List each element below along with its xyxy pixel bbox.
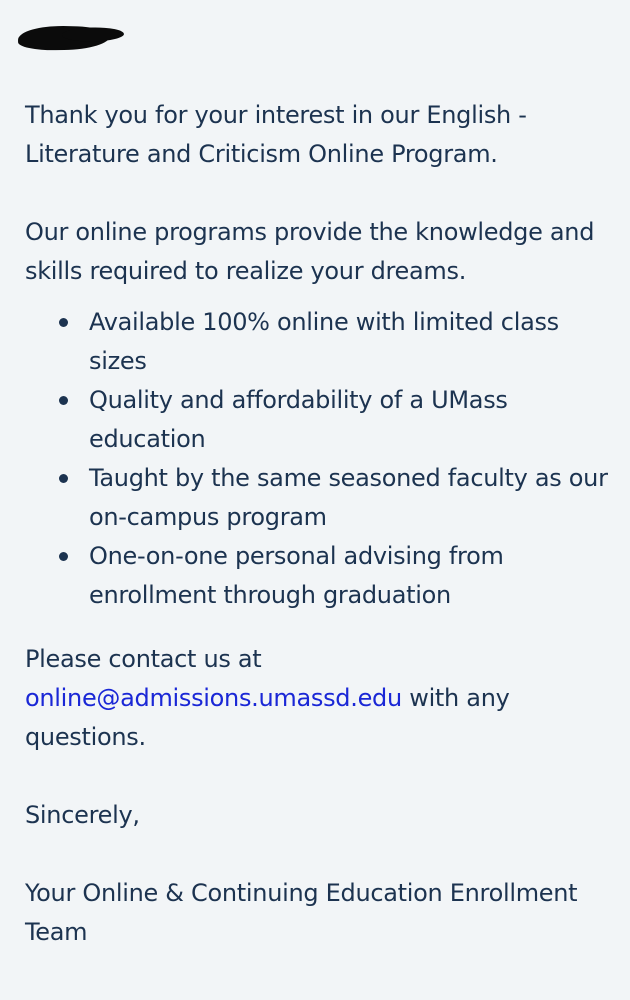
feature-text: Available 100% online with limited class sizes [89,308,559,375]
contact-suffix: with any questions. [25,684,510,751]
paragraph-gap [25,757,615,796]
programs-paragraph: Our online programs provide the knowledge and skills required to realize your dreams. [25,218,595,285]
bullet-dot-icon [59,318,68,327]
bullet-dot-icon [59,474,68,483]
paragraph-gap [25,835,615,874]
intro-paragraph: Thank you for your interest in our English - Literature and Criticism Online Program. [25,101,527,168]
feature-text: Taught by the same seasoned faculty as our on-campus program [89,464,608,531]
email-body [25,96,615,952]
feature-text: One-on-one personal advising from enrollment through graduation [89,542,504,609]
contact-prefix: Please contact us at [25,645,262,673]
feature-list-item [25,537,615,615]
redacted-recipient-name [18,25,110,51]
paragraph-gap [25,174,615,213]
feature-list [25,303,615,615]
bullet-dot-icon [59,396,68,405]
feature-list-item [25,381,615,459]
feature-text: Quality and affordability of a UMass education [89,386,508,453]
contact-email-link[interactable]: online@admissions.umassd.edu [25,684,402,712]
contact-paragraph [25,640,615,757]
signature: Your Online & Continuing Education Enrollment Team [25,879,578,946]
bullet-dot-icon [59,552,68,561]
closing-line: Sincerely, [25,801,140,829]
feature-list-item [25,459,615,537]
feature-list-item [25,303,615,381]
